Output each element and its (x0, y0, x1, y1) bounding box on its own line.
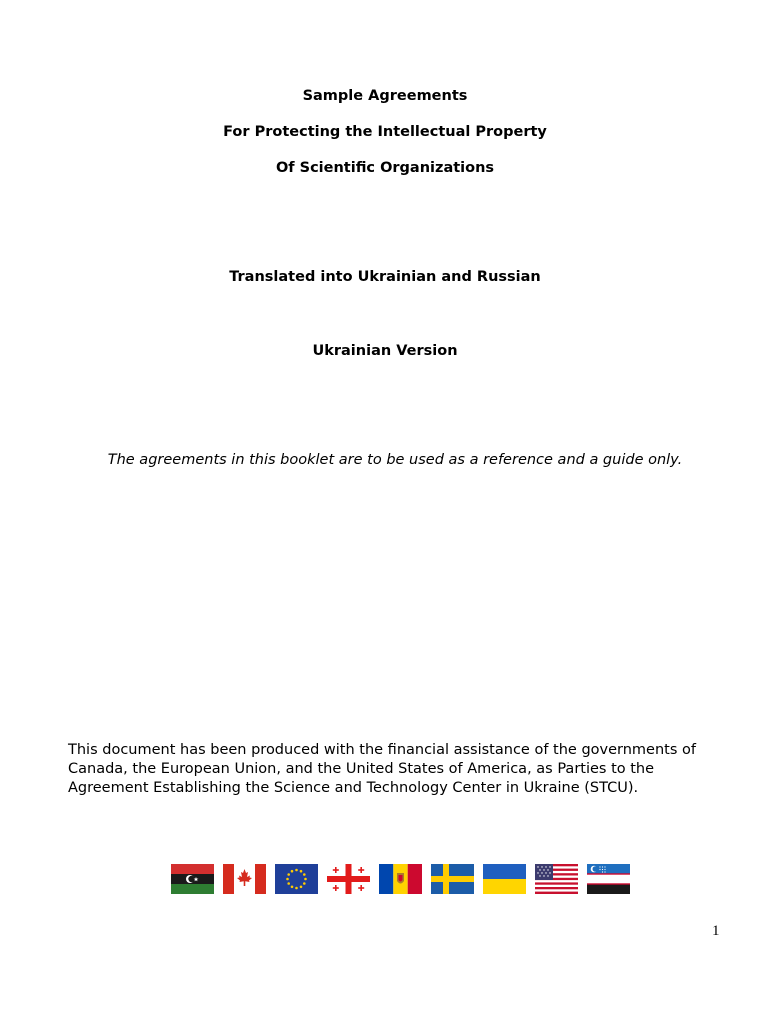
disclaimer: The agreements in this booklet are to be used as a reference and a guide only. (107, 452, 683, 468)
version-label: Ukrainian Version (312, 343, 458, 359)
azerbaijan-flag-icon (171, 864, 214, 894)
title-line-2: For Protecting the Intellectual Property (223, 124, 547, 140)
title-line-3: Of Scientific Organizations (275, 160, 495, 176)
european-union-flag-icon (275, 864, 318, 894)
title-line-1: Sample Agreements (302, 88, 468, 104)
sweden-flag-icon (431, 864, 474, 894)
ukraine-flag-icon (483, 864, 526, 894)
united-states-flag-icon (535, 864, 578, 894)
uzbekistan-flag-icon (587, 864, 630, 894)
flag-row (171, 864, 630, 894)
canada-flag-icon (223, 864, 266, 894)
funding-note: This document has been produced with the financial assistance of the governments of Canada, the European Union, and the United States of America, as Parties to the Agreement Establishing the Science and Technology Center in Ukraine (STCU). (68, 742, 696, 796)
subtitle: Translated into Ukrainian and Russian (229, 269, 541, 285)
georgia-flag-icon (327, 864, 370, 894)
page-number: 1 (712, 923, 720, 939)
moldova-flag-icon (379, 864, 422, 894)
